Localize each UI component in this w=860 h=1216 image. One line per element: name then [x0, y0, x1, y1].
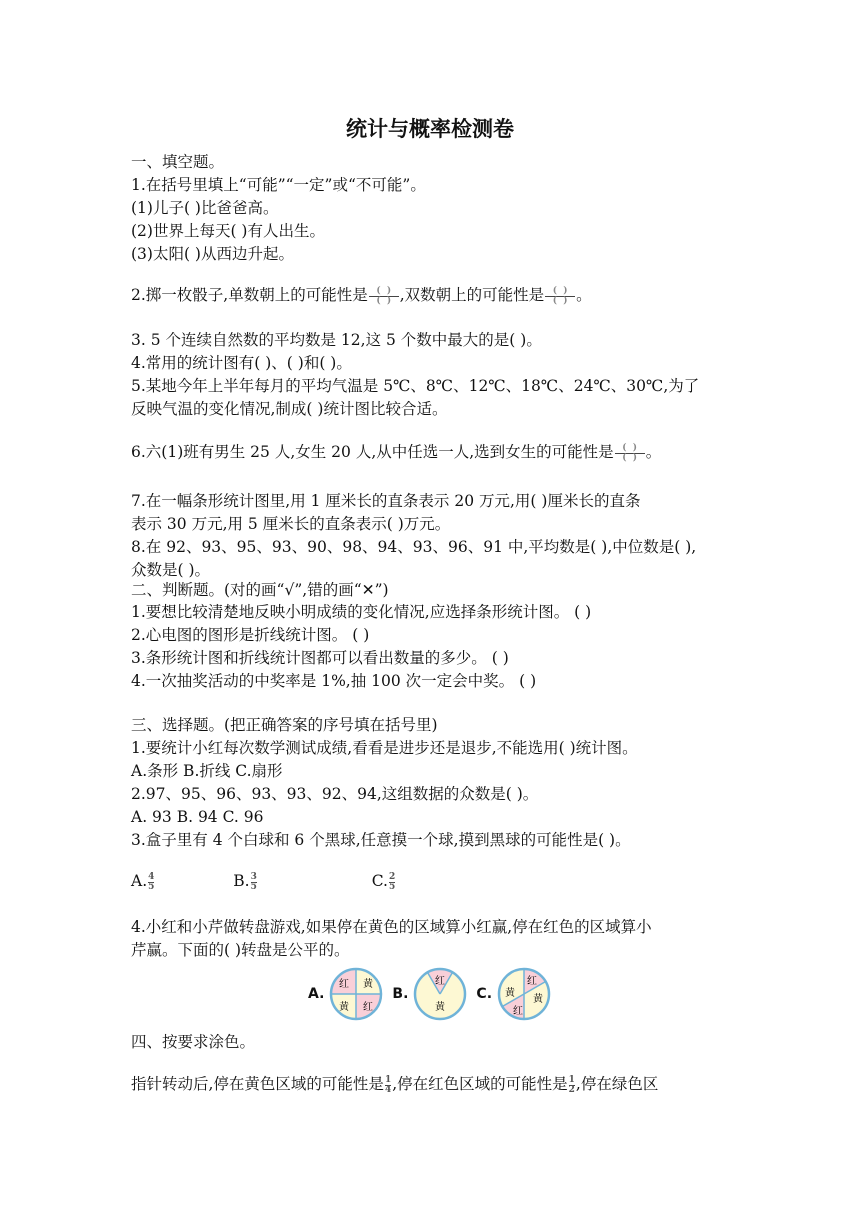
- question-3-4-line-1: 4.小红和小芹做转盘游戏,如果停在黄色的区域算小红赢,停在红色的区域算小: [131, 918, 652, 936]
- question-3-4-line-2: 芹赢。下面的( )转盘是公平的。: [131, 941, 350, 959]
- question-1-7-line-1: 7.在一幅条形统计图里,用 1 厘米长的直条表示 20 万元,用( )厘米长的直条: [131, 492, 641, 510]
- question-1-1: 1.在括号里填上“可能”“一定”或“不可能”。: [131, 176, 426, 194]
- svg-text:黄: 黄: [339, 1002, 350, 1013]
- question-1-5-line-2: 反映气温的变化情况,制成( )统计图比较合适。: [131, 400, 448, 418]
- svg-text:红: 红: [339, 979, 350, 990]
- question-2-2: 2.心电图的图形是折线统计图。 ( ): [131, 626, 370, 644]
- svg-text:红: 红: [513, 1006, 524, 1017]
- question-1-7-line-2: 表示 30 万元,用 5 厘米长的直条表示( )万元。: [131, 515, 451, 533]
- question-1-1-b: (2)世界上每天( )有人出生。: [131, 222, 325, 240]
- spinner-a: [328, 966, 384, 1022]
- question-4-1: [131, 1073, 658, 1095]
- spinner-options: [300, 966, 552, 1022]
- svg-text:黄: 黄: [435, 1002, 446, 1013]
- svg-text:黄: 黄: [505, 988, 516, 999]
- question-1-2-mid: ,双数朝上的可能性是: [399, 286, 545, 304]
- question-1-8-line-1: 8.在 92、93、95、93、90、98、94、93、96、91 中,平均数是( ),中位数是( ),: [131, 538, 697, 556]
- question-4-1-mid: ,停在红色区域的可能性是: [392, 1075, 568, 1093]
- question-4-1-pre: 指针转动后,停在黄色区域的可能性是: [131, 1075, 384, 1093]
- question-2-1: 1.要想比较清楚地反映小明成绩的变化情况,应选择条形统计图。 ( ): [131, 603, 592, 621]
- spinner-c: [496, 966, 552, 1022]
- question-1-3: 3. 5 个连续自然数的平均数是 12,这 5 个数中最大的是( )。: [131, 331, 542, 349]
- question-3-1: 1.要统计小红每次数学测试成绩,看看是进步还是退步,不能选用( )统计图。: [131, 739, 638, 757]
- spinner-a-label: A.: [308, 986, 325, 1002]
- section-heading-choice: 三、选择题。(把正确答案的序号填在括号里): [131, 716, 438, 734]
- question-1-1-c: (3)太阳( )从西边升起。: [131, 245, 294, 263]
- question-1-2-pre: 2.掷一枚骰子,单数朝上的可能性是: [131, 286, 368, 304]
- question-1-2: [131, 284, 592, 306]
- svg-text:红: 红: [363, 1002, 374, 1013]
- svg-text:红: 红: [527, 976, 538, 987]
- option-c-label: C.: [371, 872, 388, 890]
- question-2-4: 4.一次抽奖活动的中奖率是 1%,抽 100 次一定会中奖。 ( ): [131, 672, 537, 690]
- question-1-8-line-2: 众数是( )。: [131, 561, 211, 579]
- section-heading-coloring: 四、按要求涂色。: [131, 1033, 256, 1051]
- blank-fraction: $\frac{( )}{( )}$: [545, 287, 575, 306]
- spinner-c-label: C.: [476, 986, 493, 1002]
- question-1-6-pre: 6.六(1)班有男生 25 人,女生 20 人,从中任选一人,选到女生的可能性是: [131, 443, 614, 461]
- question-3-3-options: [131, 870, 396, 892]
- blank-fraction: $\frac{( )}{( )}$: [369, 287, 399, 306]
- question-1-6: [131, 441, 661, 463]
- option-b-label: B.: [233, 872, 250, 890]
- section-heading-fill-blank: 一、填空题。: [131, 153, 225, 171]
- svg-text:黄: 黄: [363, 979, 374, 990]
- question-2-3: 3.条形统计图和折线统计图都可以看出数量的多少。 ( ): [131, 649, 509, 667]
- question-1-5-line-1: 5.某地今年上半年每月的平均气温是 5℃、8℃、12℃、18℃、24℃、30℃,为了: [131, 377, 700, 395]
- question-3-3: 3.盒子里有 4 个白球和 6 个黑球,任意摸一个球,摸到黑球的可能性是( )。: [131, 831, 631, 849]
- question-4-1-end: ,停在绿色区: [575, 1075, 659, 1093]
- option-a-fraction: $\frac{4}{5}$: [148, 871, 155, 892]
- fraction-one-half: $\frac{1}{2}$: [568, 1074, 575, 1095]
- svg-text:黄: 黄: [533, 994, 544, 1005]
- option-b-fraction: $\frac{3}{5}$: [250, 871, 257, 892]
- section-heading-true-false: 二、判断题。(对的画“√”,错的画“✕”): [131, 581, 389, 599]
- fraction-one-quarter: $\frac{1}{4}$: [384, 1074, 392, 1095]
- page-title: 统计与概率检测卷: [346, 117, 514, 141]
- svg-text:红: 红: [435, 976, 446, 987]
- question-3-2: 2.97、95、96、93、93、92、94,这组数据的众数是( )。: [131, 785, 539, 803]
- spinner-b-label: B.: [392, 986, 409, 1002]
- blank-fraction: $\frac{( )}{( )}$: [615, 444, 645, 463]
- spinner-b: [412, 966, 468, 1022]
- question-1-6-end: 。: [645, 443, 662, 461]
- question-1-2-end: 。: [576, 286, 592, 304]
- question-1-4: 4.常用的统计图有( )、( )和( )。: [131, 354, 352, 372]
- option-c-fraction: $\frac{2}{5}$: [388, 871, 396, 892]
- question-3-1-options: A.条形 B.折线 C.扇形: [131, 762, 283, 780]
- question-1-1-a: (1)儿子( )比爸爸高。: [131, 199, 279, 217]
- question-3-2-options: A. 93 B. 94 C. 96: [131, 808, 264, 826]
- option-a-label: A.: [131, 872, 148, 890]
